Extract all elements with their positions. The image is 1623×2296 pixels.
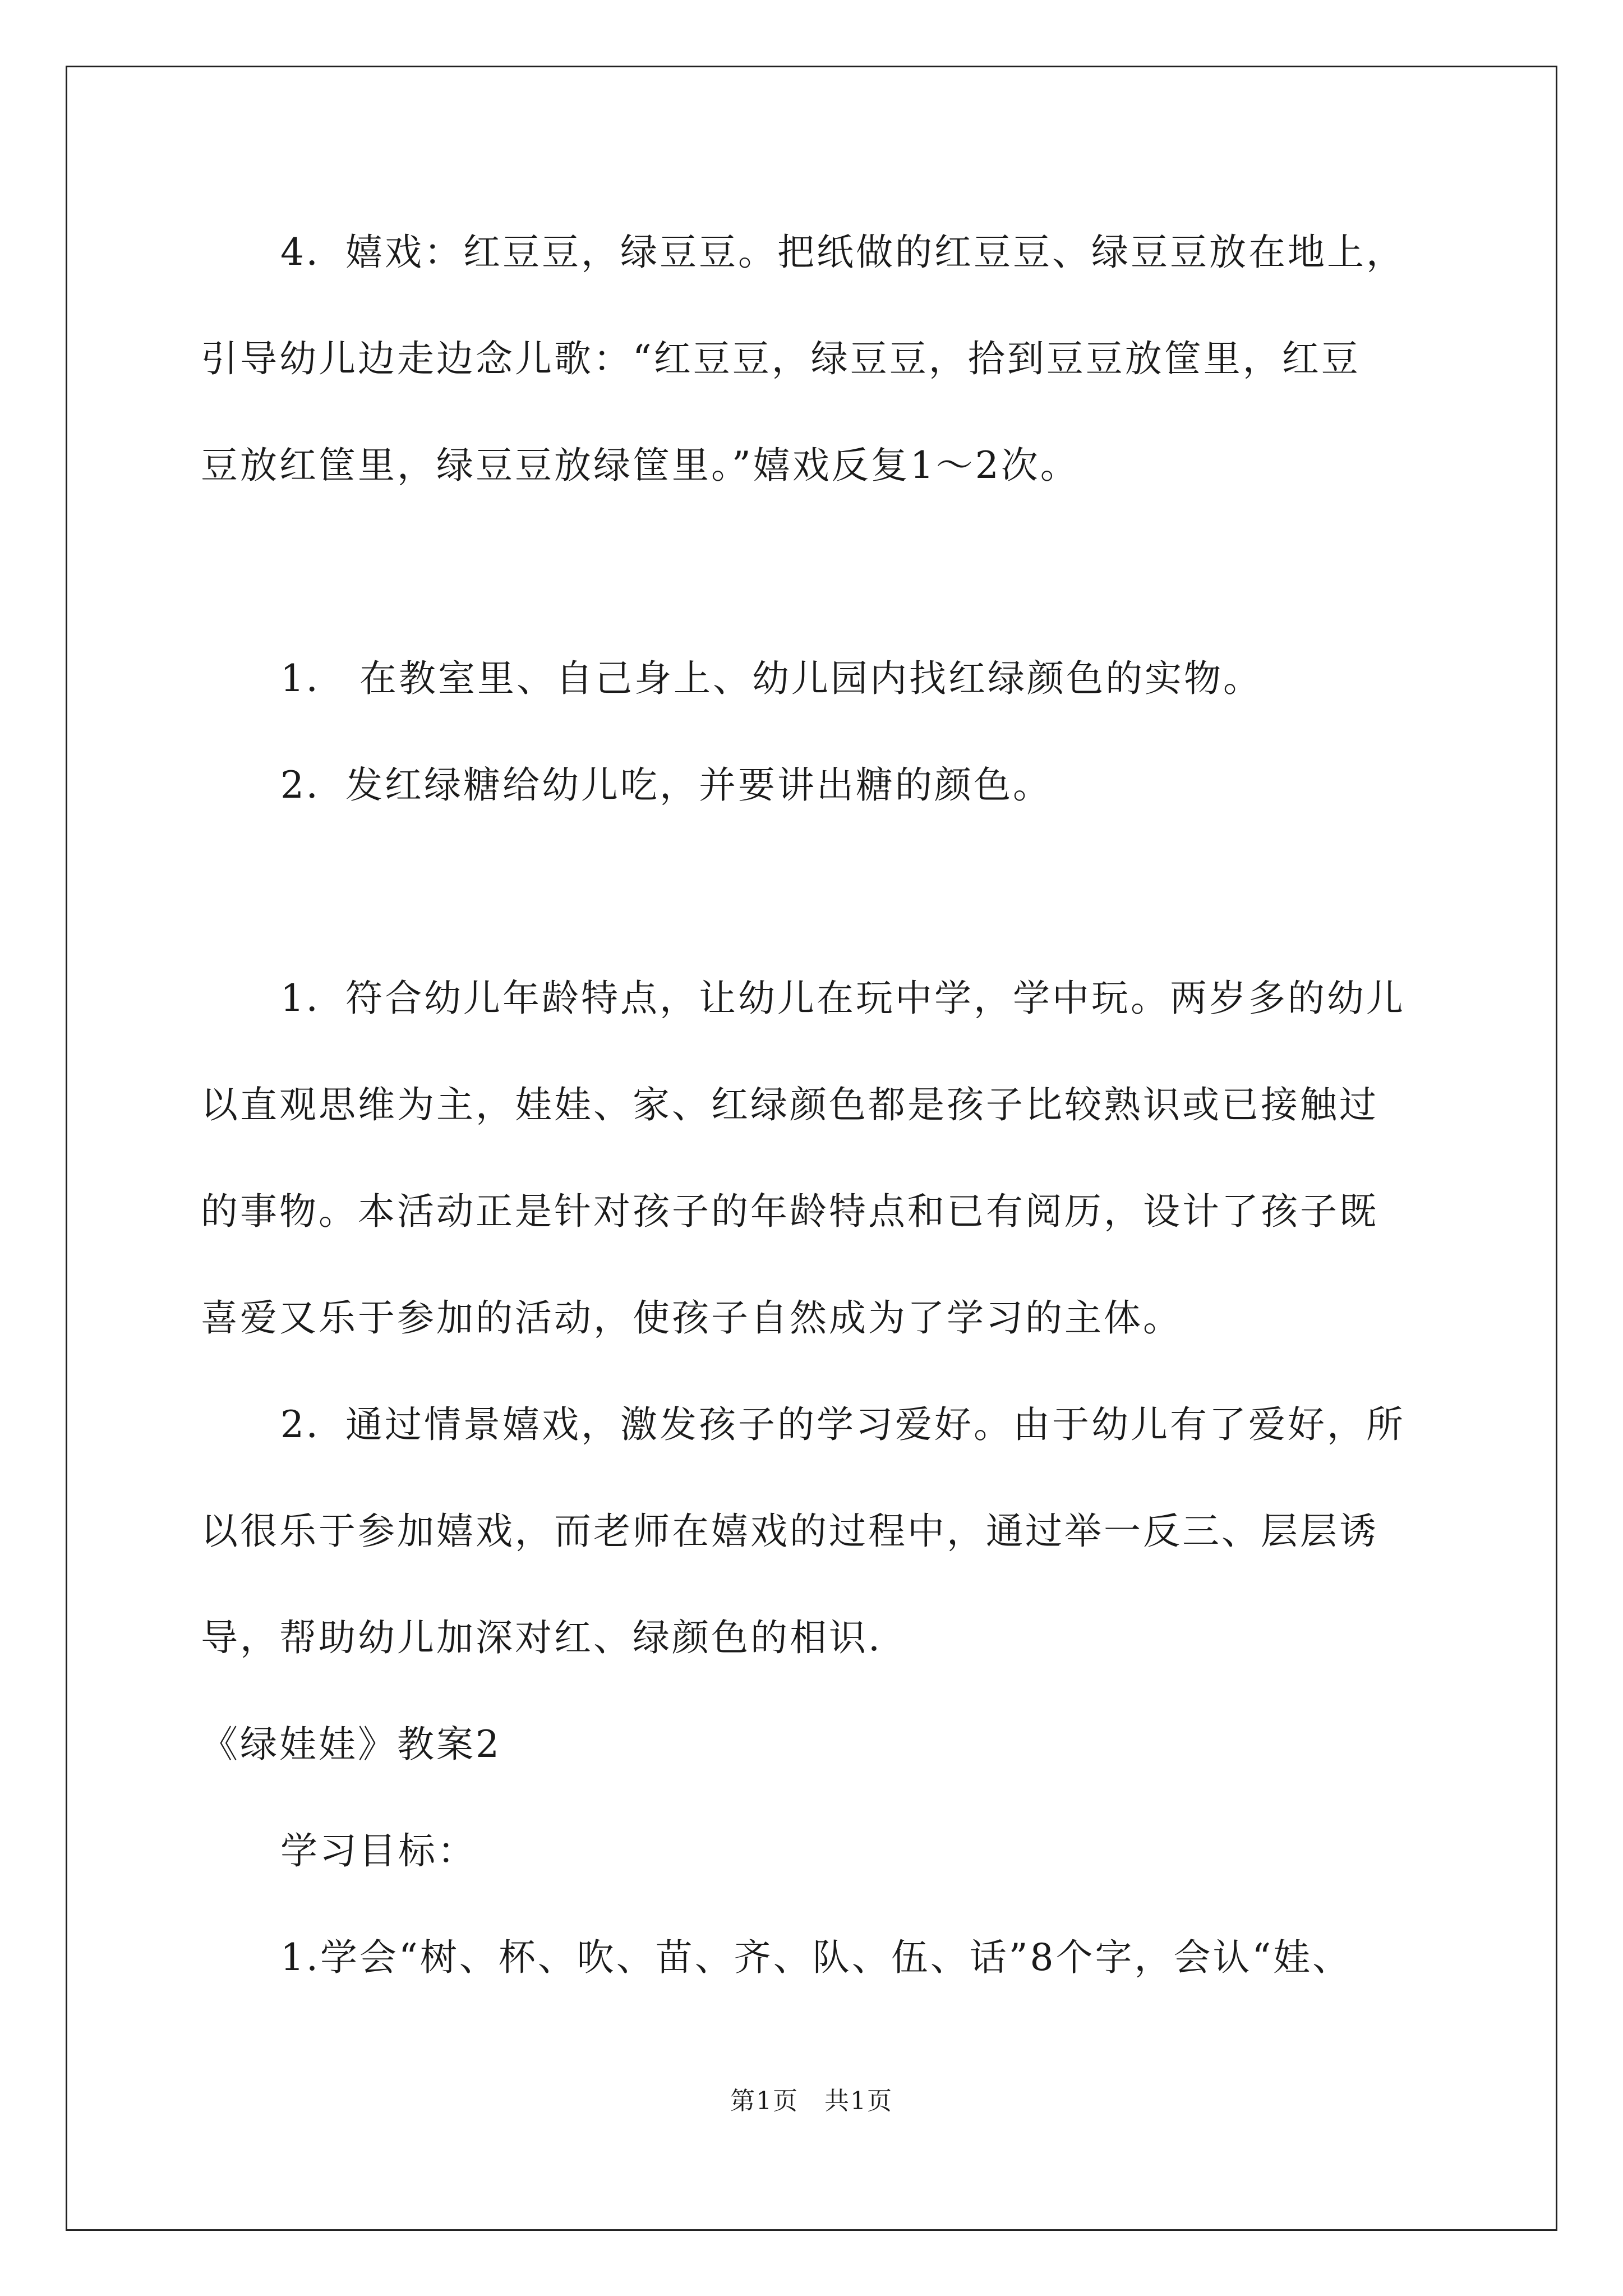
paragraph-line: 喜爱又乐于参加的活动，使孩子自然成为了学习的主体。: [201, 1296, 1182, 1340]
paragraph-line: 以直观思维为主，娃娃、家、红绿颜色都是孩子比较熟识或已接触过: [201, 1083, 1378, 1126]
page-border: [66, 66, 1557, 2231]
paragraph-line: 1．符合幼儿年龄特点，让幼儿在玩中学，学中玩。两岁多的幼儿: [280, 977, 1405, 1020]
paragraph-line: 1． 在教室里、自己身上、幼儿园内找红绿颜色的实物。: [280, 657, 1262, 700]
paragraph-line: 引导幼儿边走边念儿歌：“红豆豆，绿豆豆，拾到豆豆放筐里，红豆: [201, 337, 1361, 380]
page-footer: 第1页 共1页: [730, 2087, 893, 2115]
paragraph-line: 2．通过情景嬉戏，激发孩子的学习爱好。由于幼儿有了爱好，所: [280, 1403, 1405, 1446]
paragraph-line: 以很乐于参加嬉戏，而老师在嬉戏的过程中，通过举一反三、层层诱: [201, 1510, 1378, 1553]
paragraph-line: 4．嬉戏：红豆豆，绿豆豆。把纸做的红豆豆、绿豆豆放在地上，: [280, 231, 1405, 274]
paragraph-line: 豆放红筐里，绿豆豆放绿筐里。”嬉戏反复1～2次。: [201, 444, 1080, 487]
paragraph-line: 2．发红绿糖给幼儿吃，并要讲出糖的颜色。: [280, 763, 1052, 807]
subheading: 学习目标：: [280, 1829, 477, 1872]
paragraph-line: 导，帮助幼儿加深对红、绿颜色的相识.: [201, 1616, 882, 1659]
section-heading: 《绿娃娃》教案2: [201, 1723, 501, 1766]
paragraph-line: 的事物。本活动正是针对孩子的年龄特点和已有阅历，设计了孩子既: [201, 1190, 1378, 1233]
paragraph-line: 1.学会“树、杯、吹、苗、齐、队、伍、话”8个字，会认“娃、: [280, 1936, 1352, 1979]
